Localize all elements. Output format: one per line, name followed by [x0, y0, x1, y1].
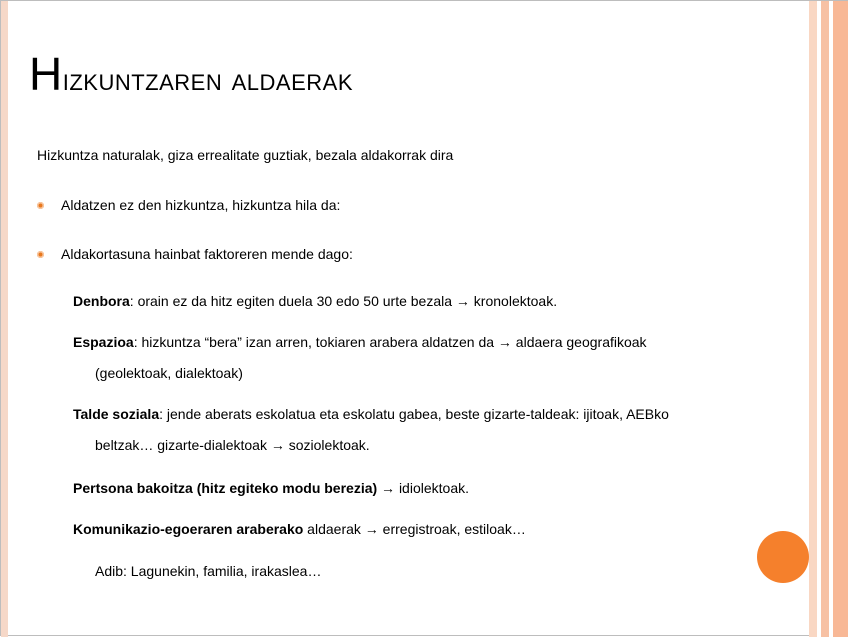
- factor-term: Pertsona bakoitza (hitz egiteko modu berezia): [73, 480, 378, 496]
- factor-denbora: [73, 286, 789, 317]
- factor-continuation: beltzak… gizarte-dialektoak → soziolektoak.: [95, 437, 370, 453]
- bullet-item: [37, 197, 340, 213]
- bullet-icon: [37, 202, 44, 209]
- bullet-icon: [37, 251, 44, 258]
- bullet-text: Aldatzen ez den hizkuntza, hizkuntza hila da:: [61, 197, 341, 213]
- factor-espazioa: [73, 327, 789, 389]
- factor-talde-soziala: [73, 399, 789, 461]
- bullet-item: [37, 246, 353, 262]
- intro-text: Hizkuntza naturalak, giza errealitate guztiak, bezala aldakorrak dira: [37, 147, 454, 163]
- factor-text: aldaerak → erregistroak, estiloak…: [303, 521, 526, 537]
- right-decor-band: [821, 1, 829, 637]
- title-initial: H: [29, 48, 63, 100]
- right-decor-band: [809, 1, 817, 637]
- factor-term: Espazioa: [73, 334, 134, 350]
- factor-komunikazio-egoera: [73, 514, 789, 545]
- factor-text: : orain ez da hitz egiten duela 30 edo 50 urte bezala → kronolektoak.: [129, 293, 558, 309]
- factor-term: Komunikazio-egoeraren araberako: [73, 521, 304, 537]
- title-rest: izkuntzaren aldaerak: [62, 61, 354, 97]
- factor-term: Talde soziala: [73, 406, 160, 422]
- factor-text: → idiolektoak.: [377, 480, 469, 496]
- right-decor-band: [833, 1, 848, 637]
- factor-text: : jende aberats eskolatua eta eskolatu gabea, beste gizarte-taldeak: ijitoak, AEBko: [159, 406, 669, 422]
- factor-term: Denbora: [73, 293, 130, 309]
- factor-continuation: (geolektoak, dialektoak): [95, 365, 243, 381]
- example-text: Adib: Lagunekin, familia, irakaslea…: [95, 563, 322, 579]
- factor-text: : hizkuntza “bera” izan arren, tokiaren arabera aldatzen da → aldaera geografikoak: [133, 334, 647, 350]
- factor-pertsona: [73, 473, 789, 504]
- bullet-text: Aldakortasuna hainbat faktoreren mende dago:: [61, 246, 353, 262]
- left-decor-stripe: [1, 1, 8, 637]
- decor-circle-icon: [757, 531, 809, 583]
- slide-title: [29, 47, 353, 101]
